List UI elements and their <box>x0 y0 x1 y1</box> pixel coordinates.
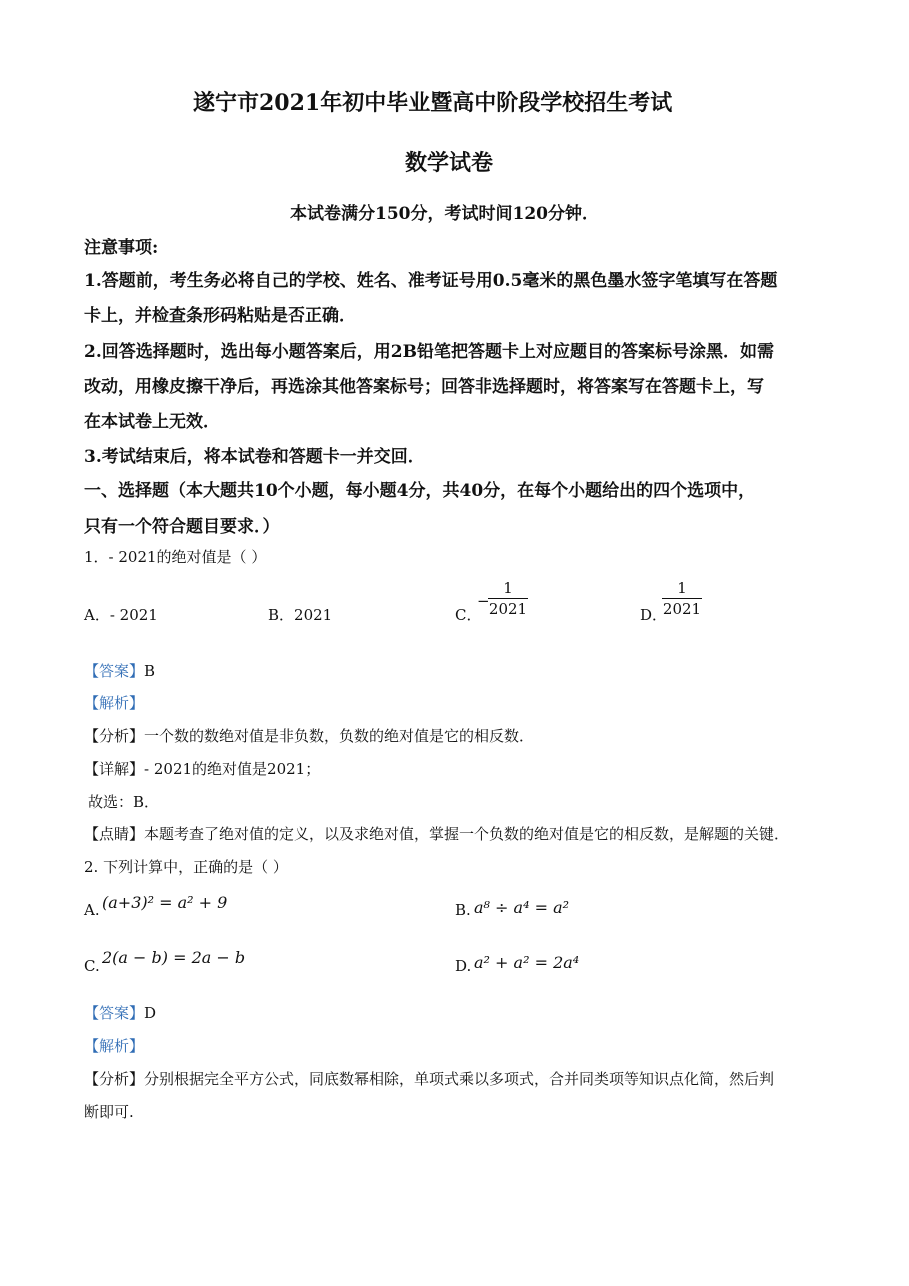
q1-choice: 故选：B． <box>88 793 160 811</box>
q1-option-d-fraction <box>662 579 702 618</box>
xiangjie-tag: 【详解】 <box>84 760 145 778</box>
exam-subtitle: 数学试卷 <box>405 150 494 176</box>
q1-option-c-sign: − <box>477 592 490 610</box>
q2-fenxi-text: 分别根据完全平方公式，同底数幂相除，单项式乘以多项式，合并同类项等知识点化简，然后判 <box>144 1070 775 1088</box>
q2-analysis-tag: 【解析】 <box>84 1037 145 1055</box>
q2-option-d-formula: a² + a² = 2a⁴ <box>474 953 580 972</box>
fraction-bar <box>662 598 702 599</box>
q2-option-c-formula: 2(a − b) = 2a − b <box>102 948 246 967</box>
q1-option-a-label: A． <box>84 606 110 624</box>
q1-xiangjie-text: - 2021的绝对值是2021； <box>144 760 321 778</box>
q2-option-b-formula: a⁸ ÷ a⁴ = a² <box>474 898 570 917</box>
note-1-line-1: 1.答题前，考生务必将自己的学校、姓名、准考证号用0.5毫米的黑色墨水签字笔填写在答题 <box>84 271 778 291</box>
q2-option-c-label: C. <box>84 957 100 975</box>
fraction-bar <box>488 598 528 599</box>
fenxi-tag: 【分析】 <box>84 727 145 745</box>
q2-option-a-formula: (a+3)² = a² + 9 <box>102 893 228 912</box>
q1-option-b-text: 2021 <box>294 606 333 624</box>
q1-option-a-text: - 2021 <box>109 606 158 624</box>
answer-tag: 【答案】 <box>84 662 145 680</box>
q2-option-d-label: D. <box>455 957 472 975</box>
section-1-line-1: 一、选择题（本大题共10个小题，每小题4分，共40分，在每个小题给出的四个选项中， <box>84 481 756 501</box>
q2-fenxi-line-1 <box>84 1068 774 1089</box>
q1-option-d-label: D． <box>640 606 668 624</box>
exam-title: 遂宁市2021年初中毕业暨高中阶段学校招生考试 <box>193 90 673 116</box>
q1-answer-value: B <box>144 662 156 680</box>
q1-fenxi-text: 一个数的数绝对值是非负数，负数的绝对值是它的相反数． <box>144 727 535 745</box>
q1-option-b <box>268 604 332 625</box>
notes-heading: 注意事项: <box>84 238 159 258</box>
note-3: 3.考试结束后，将本试卷和答题卡一并交回． <box>84 447 425 467</box>
q1-option-d-numerator: 1 <box>677 579 687 597</box>
q2-answer-value: D <box>144 1004 157 1022</box>
q1-option-b-label: B． <box>268 606 295 624</box>
fenxi-tag: 【分析】 <box>84 1070 145 1088</box>
q1-dianjing <box>84 823 789 844</box>
dianjing-tag: 【点睛】 <box>84 825 145 843</box>
q2-fenxi-line-2: 断即可. <box>84 1103 134 1121</box>
q1-fenxi <box>84 725 534 746</box>
q2-option-a-label: A. <box>84 901 100 919</box>
q1-xiangjie <box>84 758 320 779</box>
q1-option-c-label: C． <box>455 606 482 624</box>
q1-option-a <box>84 604 158 625</box>
q1-stem: 1．- 2021的绝对值是（ ） <box>84 548 267 566</box>
q1-option-c-numerator: 1 <box>503 579 513 597</box>
q1-dianjing-text: 本题考查了绝对值的定义，以及求绝对值，掌握一个负数的绝对值是它的相反数，是解题的关键． <box>144 825 790 843</box>
q1-option-c-denominator: 2021 <box>488 600 528 618</box>
note-1-line-2: 卡上，并检查条形码粘贴是否正确． <box>84 306 356 326</box>
note-2-line-2: 改动，用橡皮擦干净后，再选涂其他答案标号；回答非选择题时，将答案写在答题卡上，写 <box>84 377 764 397</box>
q2-option-b-label: B. <box>455 901 471 919</box>
answer-tag: 【答案】 <box>84 1004 145 1022</box>
exam-info: 本试卷满分150分，考试时间120分钟． <box>290 204 599 224</box>
section-1-line-2: 只有一个符合题目要求．） <box>84 517 280 537</box>
q1-option-c-fraction <box>488 579 528 618</box>
q1-option-d-denominator: 2021 <box>662 600 702 618</box>
note-2-line-3: 在本试卷上无效． <box>84 412 220 432</box>
q1-analysis-tag: 【解析】 <box>84 694 145 712</box>
q1-answer <box>84 660 155 681</box>
note-2-line-1: 2.回答选择题时，选出每小题答案后，用2B铅笔把答题卡上对应题目的答案标号涂黑．如需 <box>84 342 774 362</box>
q2-answer <box>84 1002 156 1023</box>
q2-stem: 2. 下列计算中，正确的是（ ） <box>84 858 288 876</box>
